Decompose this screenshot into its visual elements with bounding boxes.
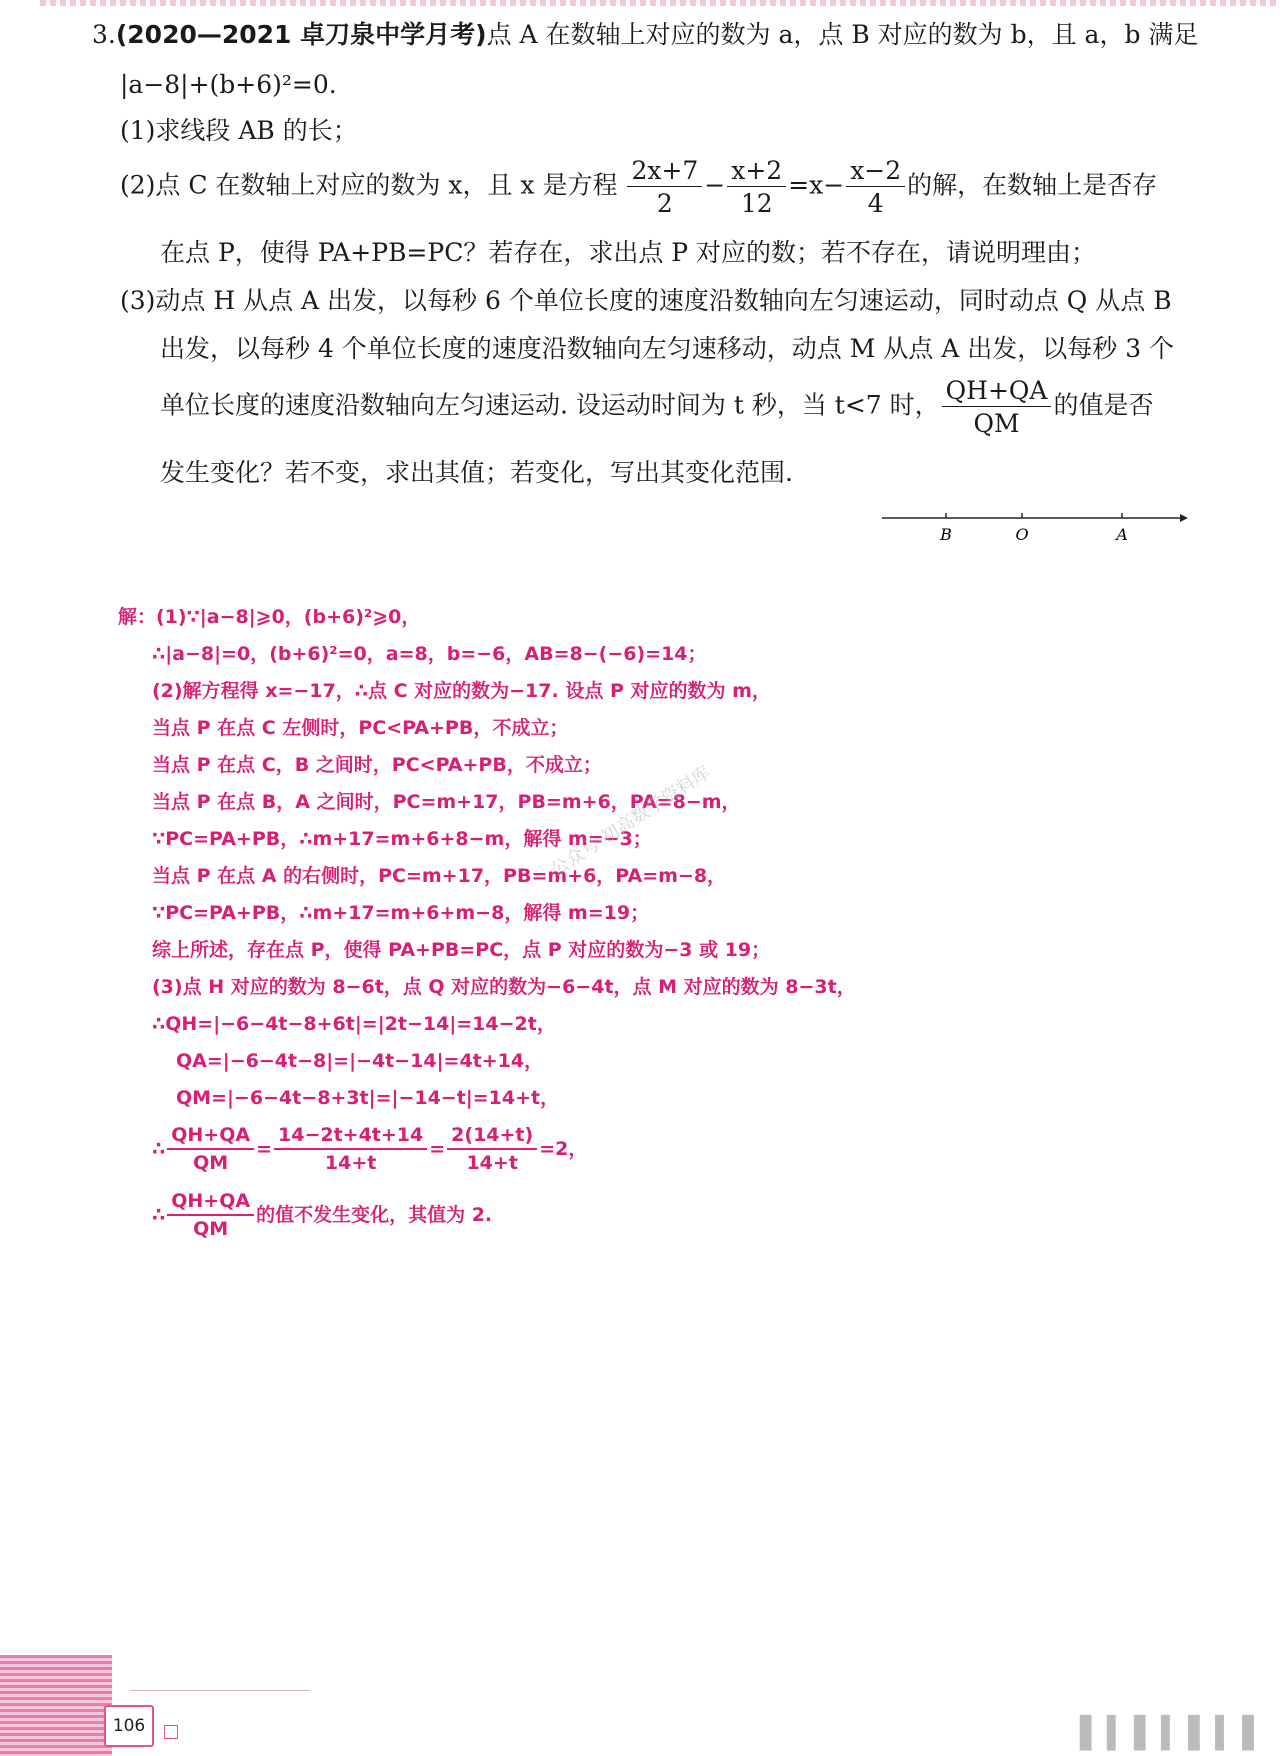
frac-numerator: QH+QA [171,1124,251,1146]
problem-part3-line2: 出发，以每秒 4 个单位长度的速度沿数轴向左匀速移动，动点 M 从点 A 出发，以每秒 3 个 [160,334,1175,363]
solution-line-6: 当点 P 在点 B，A 之间时，PC=m+17，PB=m+6，PA=8−m， [152,791,741,813]
page-number: 106 [104,1705,154,1747]
equation-middle: =x− [788,170,845,200]
equation-fraction-1 [627,158,702,216]
frac-numerator: QH+QA [945,376,1048,405]
part2-text-a: (2)点 C 在数轴上对应的数为 x，且 x 是方程 [120,170,618,200]
frac-denominator: QM [167,1148,254,1173]
top-border [40,0,1280,6]
part2-text-b: 的解，在数轴上是否存 [907,170,1158,200]
solution-line-14: QM=|−6−4t−8+3t|=|−14−t|=14+t， [176,1087,560,1109]
frac-denominator: 12 [727,186,786,216]
frac-denominator: QM [942,406,1052,436]
frac-numerator: x+2 [731,156,783,185]
problem-line-1 [92,22,1198,47]
problem-stem: 点 A 在数轴上对应的数为 a，点 B 对应的数为 b，且 a，b 满足 [486,20,1199,49]
problem-part3-line4: 发生变化？若不变，求出其值；若变化，写出其变化范围. [160,458,793,487]
equation-fraction-2 [727,158,786,216]
problem-part1: (1)求线段 AB 的长； [120,116,358,145]
frac-denominator: 14+t [274,1148,427,1173]
part3-text-c2: 的值是否 [1053,390,1154,420]
solution-line-7: ∵PC=PA+PB，∴m+17=m+6+8−m，解得 m=−3； [152,828,652,850]
problem-part3-line1: (3)动点 H 从点 A 出发，以每秒 6 个单位长度的速度沿数轴向左匀速运动，同时动点 Q 从点 B [120,286,1172,315]
frac-numerator: 2(14+t) [451,1124,534,1146]
frac-numerator: QH+QA [171,1190,251,1212]
frac-denominator: 2 [627,186,702,216]
solution-line-16 [152,1192,492,1239]
solution-line-11: (3)点 H 对应的数为 8−6t，点 Q 对应的数为−6−4t，点 M 对应的数为 8−3t， [152,976,856,998]
footer-divider [130,1690,310,1691]
frac-numerator: 2x+7 [631,156,699,185]
frac-denominator: QM [167,1214,254,1239]
solution-result: =2， [539,1138,588,1160]
solution-line-10: 综上所述，存在点 P，使得 PA+PB=PC，点 P 对应的数为−3 或 19； [152,939,771,961]
solution-fraction-1 [167,1126,254,1173]
problem-part2-line1: (2)点 C 在数轴上对应的数为 x，且 x 是方程 $\frac{2x+7}{2}$ − $\frac{x+2}{12}$ =x− $\frac{x-2}{4}$ 的解，在数轴上是否存 [120,156,1158,218]
solution-line-15: ∴ $\frac{QH+QA}{QM}$ = $\frac{14-2t+4t+14}{14+t}$ = $\frac{2(14+t)}{14+t}$ =2， [152,1124,588,1174]
square-icon [164,1725,178,1739]
solution-line-3: (2)解方程得 x=−17，∴点 C 对应的数为−17. 设点 P 对应的数为 m， [152,680,771,702]
problem-part2-line2: 在点 P，使得 PA+PB=PC？若存在，求出点 P 对应的数；若不存在，请说明理由； [160,238,1097,267]
watermark: 公众号·初高数学资料库 [547,762,715,881]
solution-fraction-4 [167,1192,254,1239]
problem-part3-line3 [160,378,1153,436]
solution-line-1: 解：(1)∵|a−8|⩾0，(b+6)²⩾0， [118,606,421,628]
frac-numerator: x−2 [850,156,902,185]
solution-line-2: ∴|a−8|=0，(b+6)²=0，a=8，b=−6，AB=8−(−6)=14； [152,643,707,665]
therefore-symbol: ∴ [152,1138,166,1160]
number-line [868,498,1188,548]
part3-text-c1: 单位长度的速度沿数轴向左匀速运动. 设运动时间为 t 秒，当 t<7 时， [160,390,940,420]
solution-conclusion: 的值不发生变化，其值为 2. [256,1204,493,1226]
problem-source: (2020—2021 卓刀泉中学月考) [115,20,487,49]
solution-line-5: 当点 P 在点 C，B 之间时，PC<PA+PB，不成立； [152,754,602,776]
problem-condition: |a−8|+(b+6)²=0. [120,70,337,99]
label-o: O [1015,525,1029,544]
label-a: A [1116,525,1128,544]
frac-numerator: 14−2t+4t+14 [278,1124,424,1146]
label-b: B [940,525,952,544]
solution-line-9: ∵PC=PA+PB，∴m+17=m+6+m−8，解得 m=19； [152,902,650,924]
solution-line-8: 当点 P 在点 A 的右侧时，PC=m+17，PB=m+6，PA=m−8， [152,865,727,887]
solution-line-4: 当点 P 在点 C 左侧时，PC<PA+PB，不成立； [152,717,569,739]
footer-stripes [0,1655,112,1756]
frac-denominator: 14+t [447,1148,537,1173]
solution-line-13: QA=|−6−4t−8|=|−4t−14|=4t+14， [176,1050,544,1072]
problem-number: 3. [92,20,116,49]
solution-fraction-2 [274,1126,427,1173]
number-line-arrow [1180,514,1188,522]
solution-line-12: ∴QH=|−6−4t−8+6t|=|2t−14|=14−2t， [152,1013,556,1035]
equation-fraction-3 [846,158,905,216]
barcode-icon: ▌▍▌▍▌▍▌ [1080,1716,1270,1751]
therefore-symbol: ∴ [152,1204,166,1226]
solution-fraction-3 [447,1126,537,1173]
frac-denominator: 4 [846,186,905,216]
part3-fraction [942,378,1052,436]
